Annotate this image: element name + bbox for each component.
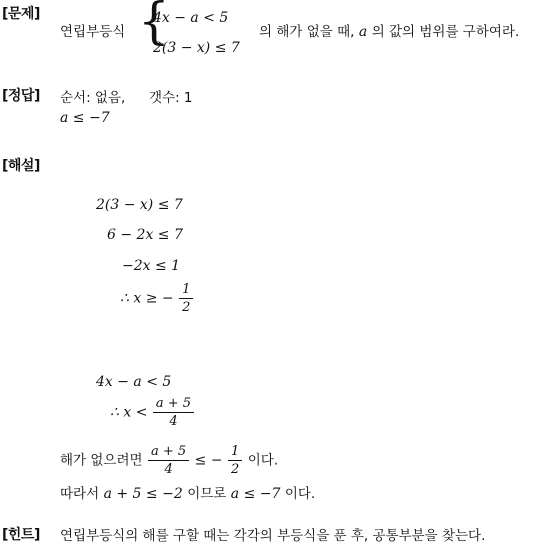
- step4-numerator: 1: [179, 283, 193, 299]
- solution-step-2: 6 − 2x ≤ 7: [107, 227, 183, 243]
- condition-prefix: 해가 없으려면: [60, 452, 143, 469]
- step6-numerator: a + 5: [153, 397, 194, 413]
- hint-tag: [힌트]: [2, 527, 40, 543]
- condition-fraction-1: [148, 445, 189, 476]
- condition-denominator-2: 2: [231, 462, 240, 477]
- final-prefix: 따라서: [60, 486, 100, 502]
- answer-tag: [정답]: [2, 88, 40, 104]
- solution-condition: [60, 445, 278, 476]
- answer-count: 갯수: 1: [149, 90, 193, 106]
- step4-fraction: [179, 283, 193, 314]
- step6-denominator: 4: [169, 414, 178, 429]
- step4-lhs: ∴ x ≥ −: [120, 290, 174, 307]
- solution-step-4: [120, 283, 194, 314]
- condition-numerator-2: 1: [228, 445, 242, 461]
- solution-final: [60, 482, 315, 502]
- problem-intro: 연립부등식: [60, 24, 126, 40]
- condition-numerator-1: a + 5: [148, 445, 189, 461]
- problem-tag: [문제]: [2, 6, 40, 22]
- condition-denominator-1: 4: [164, 462, 173, 477]
- inequality-1: 4x − a < 5: [153, 10, 229, 26]
- question-part-b: 의 값의 범위를 구하여라.: [371, 24, 520, 40]
- solution-step-3: −2x ≤ 1: [122, 258, 181, 274]
- final-inequality-1: a + 5 ≤ −2: [103, 486, 183, 502]
- step4-denominator: 2: [182, 300, 191, 315]
- hint-text: 연립부등식의 해를 구할 때는 각각의 부등식을 푼 후, 공통부분을 찾는다.: [60, 528, 486, 544]
- answer-result: a ≤ −7: [60, 110, 110, 126]
- question-variable: a: [358, 24, 368, 40]
- final-inequality-2: a ≤ −7: [230, 486, 281, 502]
- answer-order: 순서: 없음,: [60, 90, 126, 106]
- step6-lhs: ∴ x <: [110, 404, 148, 421]
- solution-step-1: 2(3 − x) ≤ 7: [96, 197, 183, 213]
- problem-question: [259, 20, 519, 40]
- final-middle: 이므로: [187, 486, 227, 502]
- condition-relation: ≤ −: [194, 452, 223, 469]
- step6-fraction: [153, 397, 194, 428]
- solution-step-5: 4x − a < 5: [96, 374, 172, 390]
- final-suffix: 이다.: [284, 486, 316, 502]
- question-part-a: 의 해가 없을 때,: [259, 24, 355, 40]
- condition-fraction-2: [228, 445, 242, 476]
- condition-suffix: 이다.: [247, 452, 279, 469]
- solution-step-6: [110, 397, 195, 428]
- inequality-2: 2(3 − x) ≤ 7: [153, 40, 240, 56]
- solution-tag: [해설]: [2, 158, 40, 174]
- system-brace: {: [138, 0, 170, 50]
